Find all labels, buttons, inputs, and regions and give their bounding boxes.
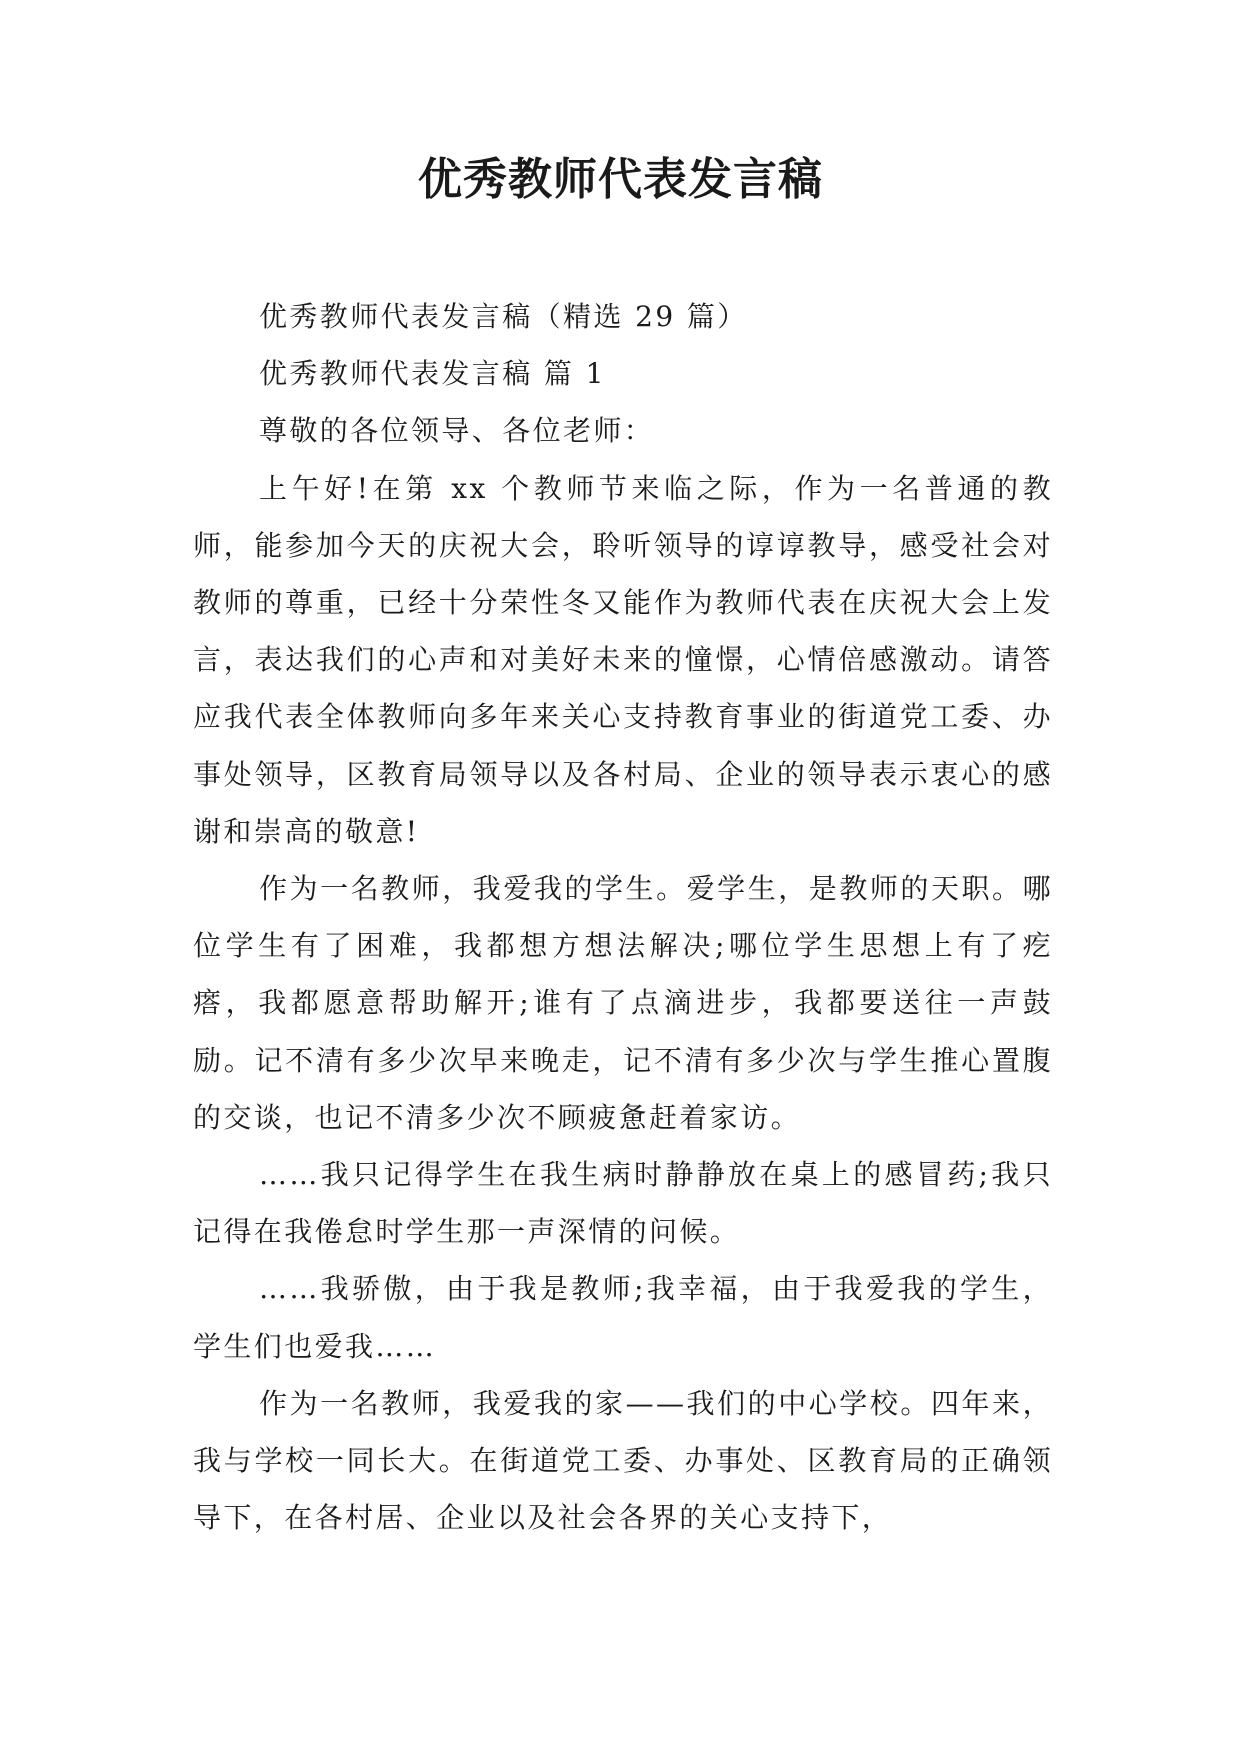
paragraph-body: ……我骄傲，由于我是教师;我幸福，由于我爱我的学生，学生们也爱我…… [193, 1272, 1053, 1363]
paragraph-body: 上午好!在第 xx 个教师节来临之际，作为一名普通的教师，能参加今天的庆祝大会，聆听领导的谆谆教导，感受社会对教师的尊重，已经十分荣性冬又能作为教师代表在庆祝大会上发言，表达我们的心声和对美好未来的憧憬，心情倍感激动。请答应我代表全体教师向多年来关心支持教育事业的街道党工委、办事处领导，区教育局领导以及各村局、企业的领导表示衷心的感谢和崇高的敬意! [193, 471, 1053, 848]
paragraph-section-heading: 优秀教师代表发言稿 篇 1 [259, 357, 606, 391]
paragraph-salutation: 尊敬的各位领导、各位老师： [259, 414, 655, 448]
paragraph-subtitle: 优秀教师代表发言稿（精选 29 篇） [259, 300, 748, 333]
paragraph-body: 作为一名教师，我爱我的家——我们的中心学校。四年来，我与学校一同长大。在街道党工委、办事处、区教育局的正确领导下，在各村居、企业以及社会各界的关心支持下， [193, 1386, 1053, 1535]
document-title: 优秀教师代表发言稿 [418, 154, 823, 205]
document-body [193, 288, 1053, 1546]
paragraph-body: ……我只记得学生在我生病时静静放在桌上的感冒药;我只记得在我倦怠时学生那一声深情的问候。 [193, 1158, 1053, 1249]
paragraph-body: 作为一名教师，我爱我的学生。爱学生，是教师的天职。哪位学生有了困难，我都想方想法解决;哪位学生思想上有了疙瘩，我都愿意帮助解开;谁有了点滴进步，我都要送往一声鼓励。记不清有多少次早来晚走，记不清有多少次与学生推心置腹的交谈，也记不清多少次不顾疲惫赶着家访。 [193, 872, 1053, 1134]
